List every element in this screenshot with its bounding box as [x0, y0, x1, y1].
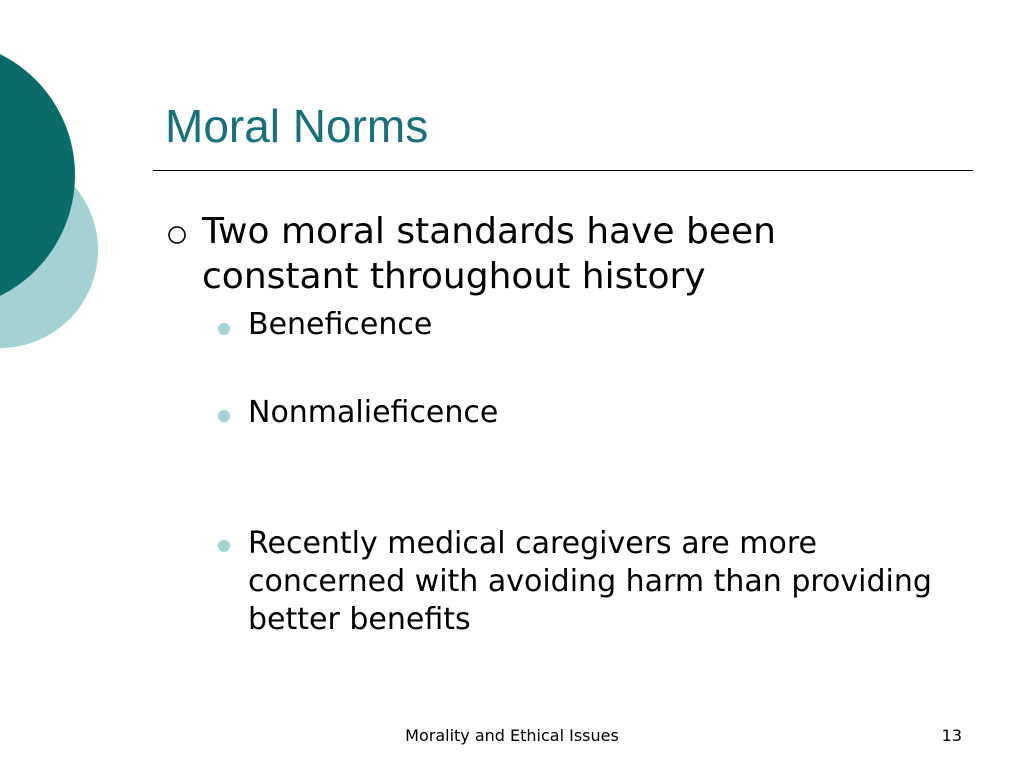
main-bullet-text: Two moral standards have been constant throughout history [202, 211, 776, 297]
sub-bullet-nonmalieficence: Nonmalieficence [248, 395, 499, 430]
sub-bullet-beneficence: Beneficence [248, 307, 433, 342]
hollow-circle-icon [166, 224, 188, 246]
footer-text: Morality and Ethical Issues [405, 726, 619, 745]
filled-circle-icon [218, 323, 230, 335]
sub-bullet-caregivers: Recently medical caregivers are more concerned with avoiding harm than providing better benefits [248, 526, 932, 637]
slide-title: Moral Norms [165, 100, 429, 152]
filled-circle-icon [218, 540, 230, 552]
page-number: 13 [941, 726, 962, 745]
title-divider [153, 170, 973, 171]
decorative-circles [0, 0, 110, 400]
filled-circle-icon [218, 410, 230, 422]
